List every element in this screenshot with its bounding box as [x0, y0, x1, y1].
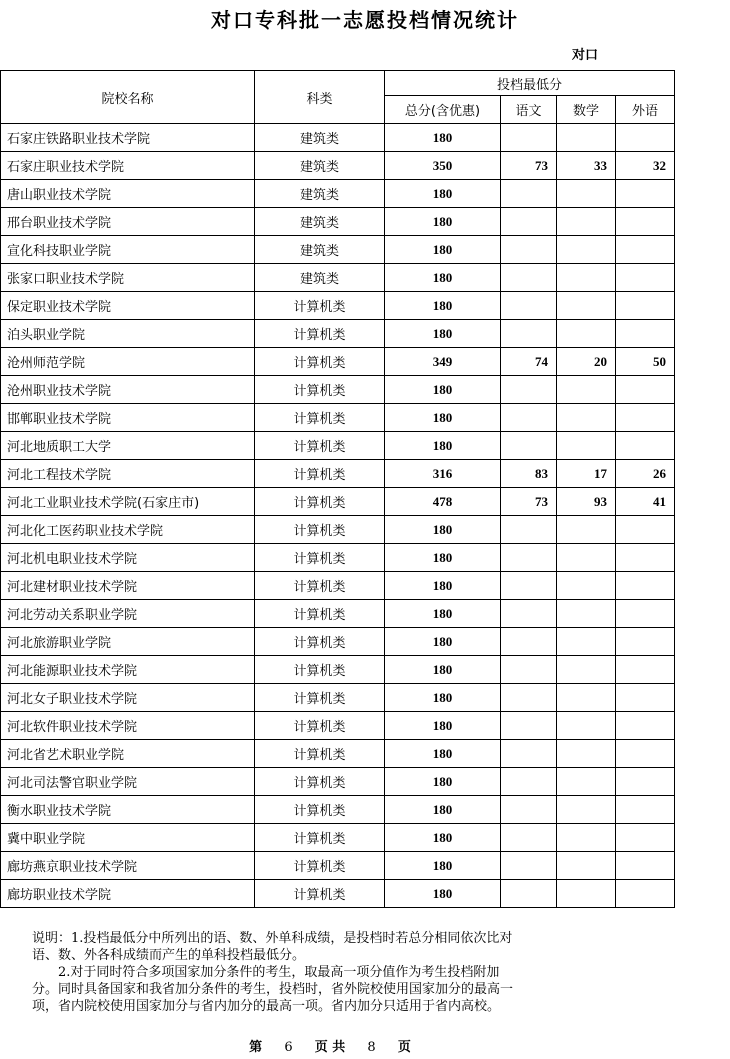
note-line: 项，省内院校使用国家加分与省内加分的最高一项。省内加分只适用于省内高校。: [32, 999, 501, 1014]
cell-category: 计算机类: [255, 600, 385, 628]
admission-table: [0, 70, 675, 908]
cell-math: [557, 544, 616, 572]
cell-english: 26: [616, 460, 675, 488]
cell-total: 180: [385, 404, 501, 432]
cell-chinese: [501, 712, 557, 740]
table-row: [1, 404, 675, 432]
cell-category: 计算机类: [255, 516, 385, 544]
table-row: [1, 124, 675, 152]
cell-chinese: [501, 264, 557, 292]
cell-total: 180: [385, 880, 501, 908]
cell-math: [557, 376, 616, 404]
cell-english: [616, 796, 675, 824]
cell-chinese: [501, 404, 557, 432]
table-row: [1, 264, 675, 292]
cell-category: 计算机类: [255, 432, 385, 460]
cell-math: [557, 404, 616, 432]
cell-category: 计算机类: [255, 880, 385, 908]
cell-school: 河北旅游职业学院: [1, 628, 255, 656]
cell-school: 沧州职业技术学院: [1, 376, 255, 404]
table-row: [1, 292, 675, 320]
table-row: [1, 712, 675, 740]
footer-page-number: 6: [284, 1040, 293, 1055]
cell-total: 180: [385, 684, 501, 712]
cell-chinese: [501, 572, 557, 600]
cell-math: [557, 684, 616, 712]
cell-category: 建筑类: [255, 152, 385, 180]
cell-chinese: 73: [501, 152, 557, 180]
cell-school: 廊坊燕京职业技术学院: [1, 852, 255, 880]
cell-english: [616, 236, 675, 264]
note-line: 分。同时具备国家和我省加分条件的考生，投档时，省外院校使用国家加分的最高一: [32, 982, 514, 997]
cell-english: [616, 768, 675, 796]
cell-chinese: [501, 768, 557, 796]
cell-math: 93: [557, 488, 616, 516]
cell-school: 张家口职业技术学院: [1, 264, 255, 292]
cell-category: 计算机类: [255, 852, 385, 880]
cell-english: [616, 684, 675, 712]
cell-math: [557, 124, 616, 152]
cell-english: [616, 516, 675, 544]
cell-total: 478: [385, 488, 501, 516]
header-min-score-group: 投档最低分: [385, 71, 675, 96]
cell-school: 河北工业职业技术学院(石家庄市): [1, 488, 255, 516]
cell-math: [557, 852, 616, 880]
cell-math: [557, 768, 616, 796]
cell-category: 计算机类: [255, 404, 385, 432]
table-body: [1, 124, 675, 908]
cell-category: 计算机类: [255, 572, 385, 600]
cell-total: 180: [385, 236, 501, 264]
cell-category: 计算机类: [255, 460, 385, 488]
cell-total: 180: [385, 712, 501, 740]
cell-english: [616, 600, 675, 628]
cell-math: [557, 600, 616, 628]
cell-total: 180: [385, 544, 501, 572]
cell-category: 建筑类: [255, 124, 385, 152]
cell-school: 石家庄铁路职业技术学院: [1, 124, 255, 152]
cell-school: 冀中职业学院: [1, 824, 255, 852]
cell-total: 180: [385, 180, 501, 208]
table-row: [1, 488, 675, 516]
table-row: [1, 460, 675, 488]
cell-school: 邢台职业技术学院: [1, 208, 255, 236]
cell-school: 河北化工医药职业技术学院: [1, 516, 255, 544]
cell-total: 180: [385, 292, 501, 320]
cell-school: 河北地质职工大学: [1, 432, 255, 460]
cell-chinese: [501, 740, 557, 768]
footer-prefix: 第: [249, 1040, 263, 1055]
cell-school: 衡水职业技术学院: [1, 796, 255, 824]
cell-math: [557, 516, 616, 544]
page-footer: [0, 1036, 660, 1055]
cell-english: [616, 544, 675, 572]
cell-total: 349: [385, 348, 501, 376]
cell-chinese: [501, 516, 557, 544]
table-row: [1, 600, 675, 628]
table-row: [1, 516, 675, 544]
table-row: [1, 320, 675, 348]
cell-math: 17: [557, 460, 616, 488]
cell-school: 河北软件职业技术学院: [1, 712, 255, 740]
cell-category: 计算机类: [255, 684, 385, 712]
cell-category: 建筑类: [255, 180, 385, 208]
cell-total: 180: [385, 124, 501, 152]
header-category: 科类: [255, 71, 385, 124]
cell-chinese: [501, 376, 557, 404]
cell-category: 建筑类: [255, 264, 385, 292]
table-row: [1, 656, 675, 684]
cell-english: [616, 180, 675, 208]
cell-english: [616, 264, 675, 292]
table-row: [1, 348, 675, 376]
header-math: 数学: [557, 96, 616, 124]
table-row: [1, 852, 675, 880]
cell-math: [557, 236, 616, 264]
footer-middle: 页 共: [314, 1040, 346, 1055]
cell-school: 沧州师范学院: [1, 348, 255, 376]
cell-school: 河北劳动关系职业学院: [1, 600, 255, 628]
cell-school: 唐山职业技术学院: [1, 180, 255, 208]
cell-total: 180: [385, 768, 501, 796]
cell-school: 河北工程技术学院: [1, 460, 255, 488]
cell-category: 计算机类: [255, 348, 385, 376]
table-row: [1, 740, 675, 768]
cell-chinese: [501, 824, 557, 852]
cell-category: 建筑类: [255, 236, 385, 264]
cell-math: [557, 320, 616, 348]
cell-category: 计算机类: [255, 796, 385, 824]
table-row: [1, 152, 675, 180]
cell-english: 32: [616, 152, 675, 180]
table-row: [1, 768, 675, 796]
page-title: 对口专科批一志愿投档情况统计: [211, 8, 519, 32]
cell-english: [616, 880, 675, 908]
cell-math: [557, 292, 616, 320]
cell-chinese: [501, 852, 557, 880]
note-line: 语、数、外各科成绩而产生的单科投档最低分。: [32, 948, 306, 963]
cell-chinese: [501, 320, 557, 348]
table-row: [1, 572, 675, 600]
cell-english: [616, 376, 675, 404]
cell-chinese: [501, 432, 557, 460]
cell-chinese: [501, 880, 557, 908]
cell-category: 计算机类: [255, 488, 385, 516]
cell-category: 计算机类: [255, 628, 385, 656]
cell-school: 泊头职业学院: [1, 320, 255, 348]
note-line: 说明：1.投档最低分中所列出的语、数、外单科成绩，是投档时若总分相同依次比对: [32, 931, 513, 946]
cell-school: 河北女子职业技术学院: [1, 684, 255, 712]
cell-total: 180: [385, 432, 501, 460]
cell-chinese: [501, 208, 557, 236]
table-row: [1, 544, 675, 572]
header-english: 外语: [616, 96, 675, 124]
footer-total-pages: 8: [367, 1040, 376, 1055]
cell-category: 计算机类: [255, 292, 385, 320]
cell-math: [557, 208, 616, 236]
cell-chinese: [501, 600, 557, 628]
table-row: [1, 432, 675, 460]
cell-math: [557, 880, 616, 908]
table-row: [1, 236, 675, 264]
cell-english: [616, 852, 675, 880]
cell-school: 河北建材职业技术学院: [1, 572, 255, 600]
cell-chinese: 73: [501, 488, 557, 516]
cell-school: 河北司法警官职业学院: [1, 768, 255, 796]
cell-school: 保定职业技术学院: [1, 292, 255, 320]
cell-category: 计算机类: [255, 824, 385, 852]
cell-category: 建筑类: [255, 208, 385, 236]
table-row: [1, 376, 675, 404]
cell-chinese: [501, 180, 557, 208]
cell-chinese: 74: [501, 348, 557, 376]
header-school: 院校名称: [1, 71, 255, 124]
cell-category: 计算机类: [255, 320, 385, 348]
cell-chinese: [501, 656, 557, 684]
cell-total: 316: [385, 460, 501, 488]
cell-total: 180: [385, 320, 501, 348]
cell-total: 180: [385, 628, 501, 656]
cell-math: [557, 264, 616, 292]
cell-english: 50: [616, 348, 675, 376]
cell-english: [616, 628, 675, 656]
cell-category: 计算机类: [255, 740, 385, 768]
cell-english: 41: [616, 488, 675, 516]
cell-total: 180: [385, 208, 501, 236]
cell-chinese: [501, 124, 557, 152]
cell-total: 180: [385, 572, 501, 600]
cell-category: 计算机类: [255, 544, 385, 572]
cell-chinese: [501, 684, 557, 712]
section-tag: 对口: [572, 48, 599, 63]
cell-english: [616, 292, 675, 320]
cell-school: 石家庄职业技术学院: [1, 152, 255, 180]
cell-total: 180: [385, 264, 501, 292]
cell-chinese: [501, 796, 557, 824]
cell-math: [557, 572, 616, 600]
cell-math: [557, 628, 616, 656]
cell-english: [616, 824, 675, 852]
cell-total: 180: [385, 656, 501, 684]
cell-total: 180: [385, 852, 501, 880]
header-chinese: 语文: [501, 96, 557, 124]
cell-math: 33: [557, 152, 616, 180]
table-row: [1, 180, 675, 208]
cell-total: 180: [385, 796, 501, 824]
cell-school: 河北能源职业技术学院: [1, 656, 255, 684]
footer-suffix: 页: [397, 1040, 411, 1055]
table-row: [1, 684, 675, 712]
cell-total: 180: [385, 740, 501, 768]
cell-math: [557, 824, 616, 852]
cell-school: 河北省艺术职业学院: [1, 740, 255, 768]
cell-category: 计算机类: [255, 768, 385, 796]
header-total: 总分(含优惠): [385, 96, 501, 124]
table-row: [1, 880, 675, 908]
cell-school: 宣化科技职业学院: [1, 236, 255, 264]
cell-english: [616, 124, 675, 152]
cell-english: [616, 712, 675, 740]
cell-english: [616, 208, 675, 236]
cell-math: [557, 796, 616, 824]
cell-english: [616, 740, 675, 768]
table-row: [1, 824, 675, 852]
cell-english: [616, 404, 675, 432]
cell-chinese: [501, 292, 557, 320]
cell-math: [557, 712, 616, 740]
cell-chinese: 83: [501, 460, 557, 488]
cell-math: [557, 656, 616, 684]
table-row: [1, 208, 675, 236]
cell-school: 河北机电职业技术学院: [1, 544, 255, 572]
cell-math: [557, 432, 616, 460]
cell-chinese: [501, 628, 557, 656]
cell-chinese: [501, 544, 557, 572]
cell-math: 20: [557, 348, 616, 376]
cell-total: 180: [385, 600, 501, 628]
cell-category: 计算机类: [255, 656, 385, 684]
cell-category: 计算机类: [255, 712, 385, 740]
cell-category: 计算机类: [255, 376, 385, 404]
cell-english: [616, 656, 675, 684]
cell-english: [616, 320, 675, 348]
cell-chinese: [501, 236, 557, 264]
cell-school: 邯郸职业技术学院: [1, 404, 255, 432]
cell-school: 廊坊职业技术学院: [1, 880, 255, 908]
cell-english: [616, 572, 675, 600]
cell-math: [557, 740, 616, 768]
table-row: [1, 628, 675, 656]
cell-english: [616, 432, 675, 460]
cell-total: 180: [385, 516, 501, 544]
cell-total: 350: [385, 152, 501, 180]
cell-total: 180: [385, 376, 501, 404]
table-row: [1, 796, 675, 824]
notes: [32, 930, 652, 1015]
note-line: 2.对于同时符合多项国家加分条件的考生，取最高一项分值作为考生投档附加: [32, 965, 500, 980]
cell-math: [557, 180, 616, 208]
cell-total: 180: [385, 824, 501, 852]
